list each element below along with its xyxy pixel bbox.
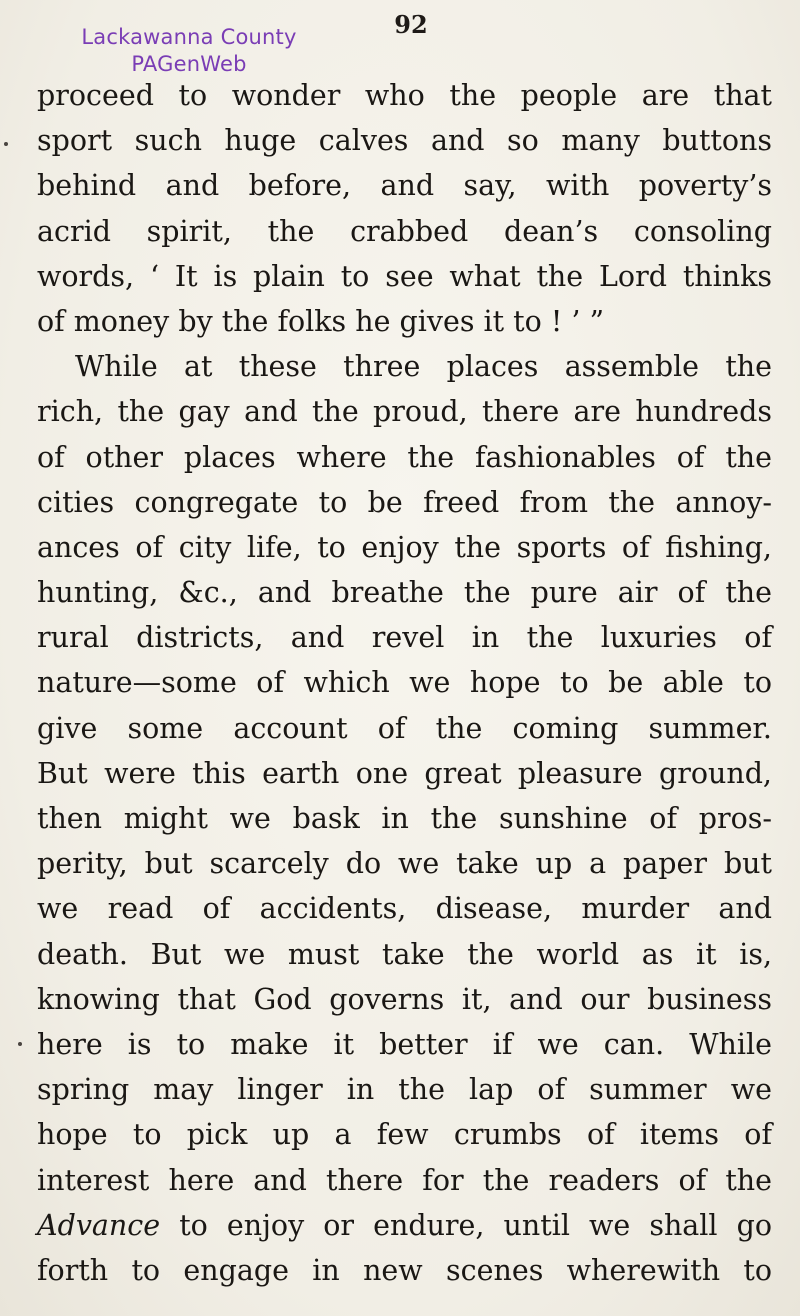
text-line-22: here is to make it better if we can. While — [37, 1027, 772, 1061]
text-line-26 — [37, 1203, 772, 1248]
margin-mark — [4, 142, 8, 146]
text-line-20: death. But we must take the world as it is, — [37, 937, 772, 971]
italic-word: Advance — [37, 1208, 161, 1242]
body-text — [37, 73, 772, 1293]
text-line-8: rich, the gay and the proud, there are hundreds — [37, 395, 772, 429]
text-line-11: ances of city life, to enjoy the sports of fishing, — [37, 530, 772, 564]
text-line-12: hunting, &c., and breathe the pure air of the — [37, 576, 772, 610]
text-line-13: rural districts, and revel in the luxuries of — [37, 621, 772, 655]
text-line-3: behind and before, and say, with poverty’s — [37, 169, 772, 203]
text-line-9: of other places where the fashionables of the — [37, 440, 772, 474]
text-line-21: knowing that God governs it, and our business — [37, 982, 772, 1016]
text-line-19: we read of accidents, disease, murder and — [37, 892, 772, 926]
text-line-27: forth to engage in new scenes wherewith to — [37, 1253, 772, 1287]
text-line-26-rest: to enjoy or endure, until we shall go — [179, 1208, 772, 1242]
margin-mark — [18, 1042, 22, 1046]
page-number: 92 — [394, 10, 428, 39]
watermark — [58, 24, 320, 78]
text-line-15: give some account of the coming summer. — [37, 711, 772, 745]
text-line-17: then might we bask in the sunshine of pros- — [37, 802, 772, 835]
text-line-24: hope to pick up a few crumbs of items of — [37, 1118, 772, 1152]
text-line-5: words, ‘ It is plain to see what the Lord thinks — [37, 259, 772, 293]
text-line-18: perity, but scarcely do we take up a paper but — [37, 847, 772, 881]
text-line-16: But were this earth one great pleasure ground, — [37, 756, 772, 790]
text-line-23: spring may linger in the lap of summer we — [37, 1073, 772, 1107]
text-line-6: of money by the folks he gives it to ! ’ ” — [37, 304, 605, 338]
text-line-4: acrid spirit, the crabbed dean’s consoling — [37, 214, 772, 248]
text-line-7: While at these three places assemble the — [75, 350, 772, 384]
watermark-line-2: PAGenWeb — [131, 52, 247, 76]
text-line-2: sport such huge calves and so many buttons — [37, 124, 772, 158]
watermark-line-1: Lackawanna County — [81, 25, 297, 49]
text-line-14: nature—some of which we hope to be able to — [37, 666, 772, 700]
text-line-25: interest here and there for the readers of the — [37, 1163, 772, 1197]
text-line-1: proceed to wonder who the people are that — [37, 79, 772, 112]
text-line-10: cities congregate to be freed from the annoy- — [37, 485, 772, 519]
